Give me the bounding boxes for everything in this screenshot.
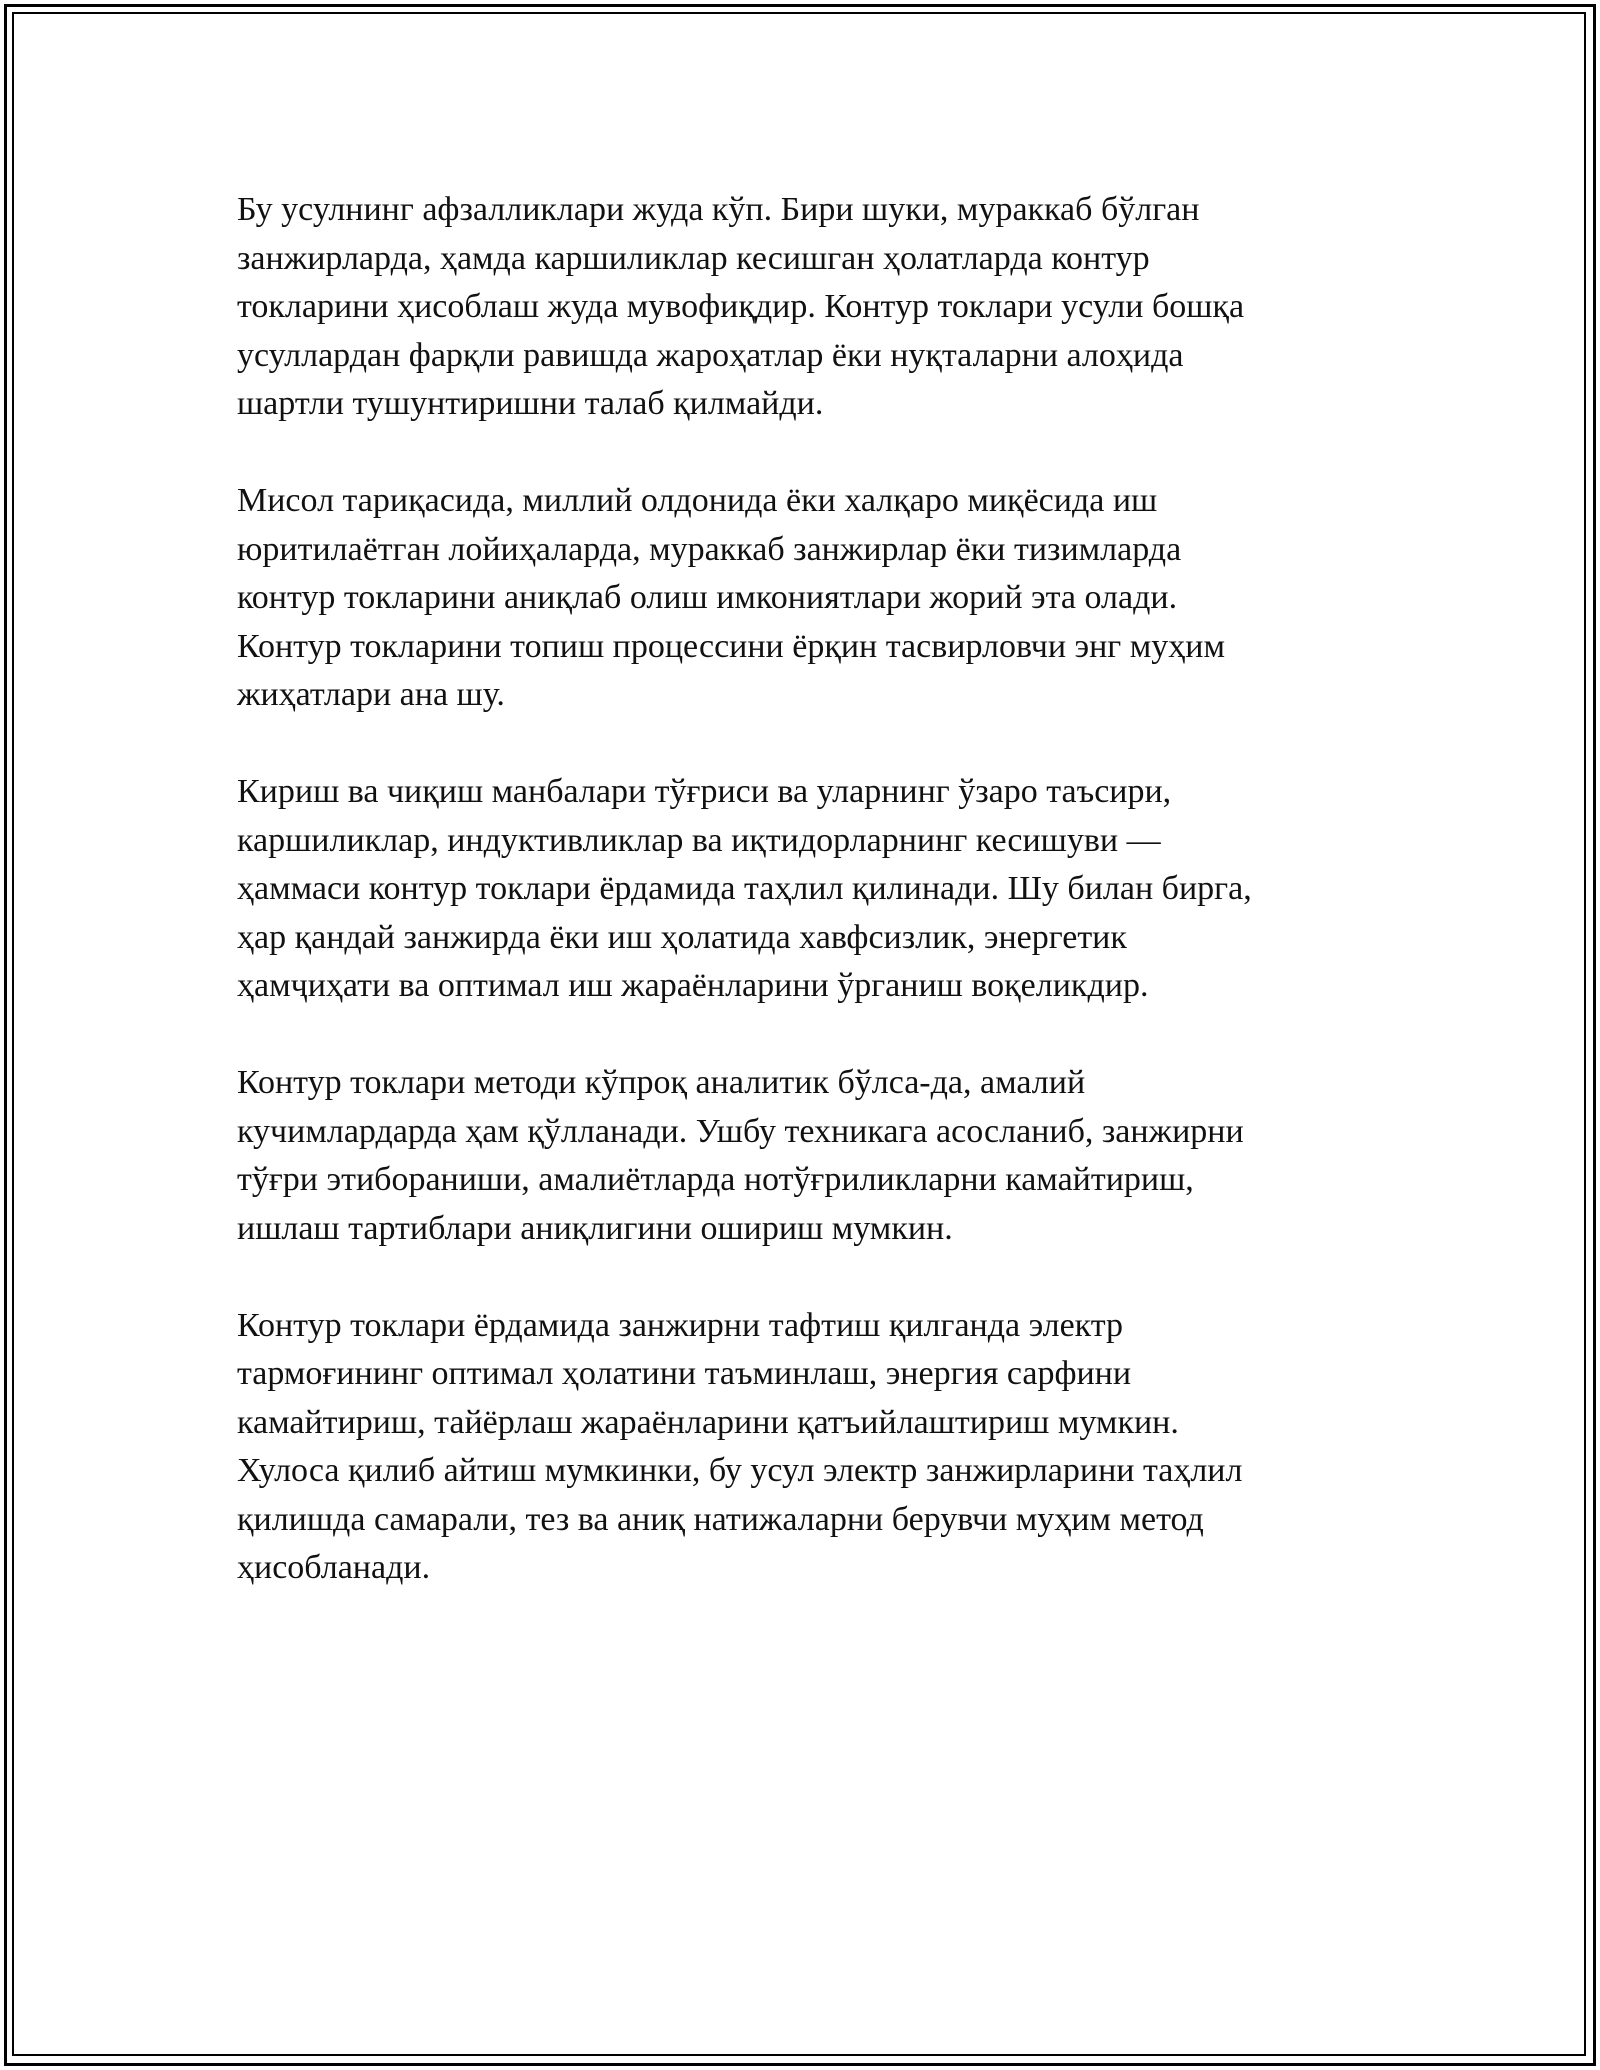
paragraph-2: Мисол тариқасида, миллий олдонида ёки халқаро миқёсида иш юритилаётган лойиҳаларда, мураккаб занжирлар ёки тизимларда контур токларини аниқлаб олиш имкониятлари жорий эта олади. Контур токларини топиш процессини ёрқин тасвирловчи энг муҳим жиҳатлари ана шу.	[237, 482, 1225, 713]
paragraph-1: Бу усулнинг афзалликлари жуда кўп. Бири шуки, мураккаб бўлган занжирларда, ҳамда каршиликлар кесишган ҳолатларда контур токларини ҳисоблаш жуда мувофиқдир. Контур токлари усули бошқа усуллардан фарқли равишда жароҳатлар ёки нуқталарни алоҳида шартли тушунтиришни талаб қилмайди.	[237, 191, 1245, 422]
paragraph-3: Кириш ва чиқиш манбалари тўғриси ва уларнинг ўзаро таъсири, каршиликлар, индуктивликлар ва иқтидорларнинг кесишуви — ҳаммаси контур токлари ёрдамида таҳлил қилинади. Шу билан бирга, ҳар қандай занжирда ёки иш ҳолатида хавфсизлик, энергетик ҳамҷиҳати ва оптимал иш жараёнларини ўрганиш воқеликдир.	[237, 773, 1252, 1004]
document-body	[237, 186, 1357, 1641]
paragraph-4: Контур токлари методи кўпроқ аналитик бўлса-да, амалий кучимлардарда ҳам қўлланади. Ушбу техникага асосланиб, занжирни тўғри этибораниши, амалиётларда нотўғриликларни камайтириш, ишлаш тартиблари аниқлигини ошириш мумкин.	[237, 1064, 1244, 1247]
paragraph-5: Контур токлари ёрдамида занжирни тафтиш қилганда электр тармоғининг оптимал ҳолатини таъминлаш, энергия сарфини камайтириш, тайёрлаш жараёнларини қатъийлаштириш мумкин. Хулоса қилиб айтиш мумкинки, бу усул электр занжирларини таҳлил қилишда самарали, тез ва аниқ натижаларни берувчи муҳим метод ҳисобланади.	[237, 1306, 1243, 1586]
